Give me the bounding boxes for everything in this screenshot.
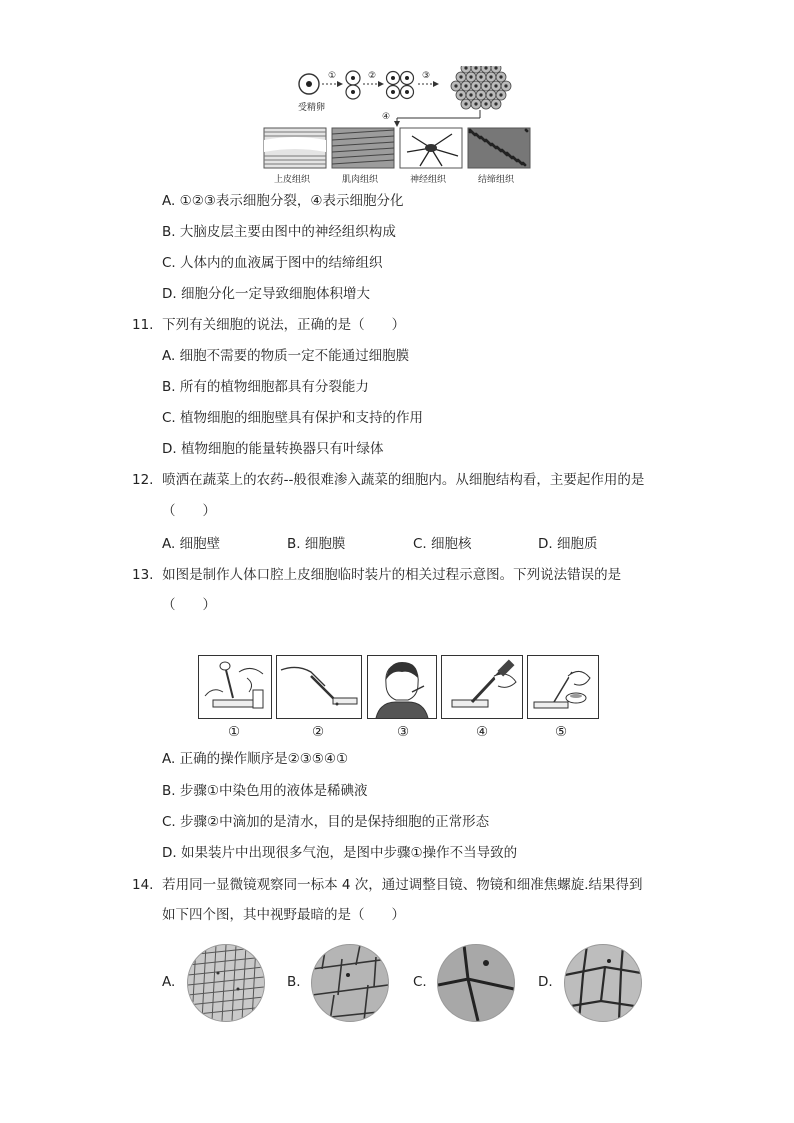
option-letter: A. — [162, 751, 176, 767]
q14-stem — [132, 876, 643, 894]
q11-option-b[interactable] — [162, 378, 369, 396]
q10-option-d[interactable] — [162, 285, 370, 303]
q14-option-a-letter[interactable]: A. — [162, 974, 176, 990]
option-text: 所有的植物细胞都具有分裂能力 — [179, 379, 369, 395]
option-text: 步骤①中染色用的液体是稀碘液 — [179, 783, 368, 799]
figure-label-4: ④ — [476, 724, 489, 740]
micrograph-a-cells — [188, 945, 264, 1021]
option-letter: C. — [162, 410, 176, 426]
question-number: 12. — [132, 472, 154, 488]
question-text: 如图是制作人体口腔上皮细胞临时装片的相关过程示意图。下列说法错误的是 — [162, 567, 622, 583]
cell-differentiation-diagram — [262, 66, 534, 188]
micrograph-d — [564, 944, 642, 1022]
step-2-label: ② — [368, 71, 377, 81]
q12-stem-cont: （ ） — [162, 503, 216, 519]
option-letter: D. — [162, 286, 177, 302]
option-text: 细胞核 — [431, 536, 472, 552]
option-text: 植物细胞的能量转换器只有叶绿体 — [180, 441, 384, 457]
option-letter: A. — [162, 536, 176, 552]
option-letter: D. — [162, 845, 177, 861]
q13-option-a[interactable] — [162, 750, 348, 768]
q12-option-c[interactable] — [413, 535, 472, 553]
q11-option-a[interactable] — [162, 347, 409, 365]
q14-option-d-letter[interactable]: D. — [538, 974, 553, 990]
option-text: 细胞膜 — [304, 536, 346, 552]
q11-option-c[interactable] — [162, 409, 423, 427]
option-text: 细胞分化一定导致细胞体积增大 — [180, 286, 370, 302]
q14-stem-cont: 如下四个图，其中视野最暗的是（ ） — [162, 907, 405, 923]
question-number: 14. — [132, 877, 154, 893]
option-letter: A. — [162, 193, 176, 209]
option-letter: B. — [162, 379, 176, 395]
option-letter: B. — [162, 224, 176, 240]
option-text: 步骤②中滴加的是清水，目的是保持细胞的正常形态 — [180, 814, 490, 830]
step-1-panel — [198, 655, 272, 719]
micrograph-c — [437, 944, 515, 1022]
step-2-panel — [276, 655, 362, 719]
option-letter: B. — [162, 783, 176, 799]
q13-option-d[interactable] — [162, 844, 517, 862]
q12-option-d[interactable] — [538, 535, 597, 553]
option-letter: A. — [162, 348, 176, 364]
step-4-illustration — [442, 656, 522, 718]
q13-stem-cont: （ ） — [162, 597, 216, 613]
option-text: 细胞不需要的物质一定不能通过细胞膜 — [179, 348, 410, 364]
cell-differentiation-figure — [262, 66, 534, 188]
tissue-label-muscle: 肌肉组织 — [342, 175, 379, 185]
q14-option-c-letter[interactable]: C. — [413, 974, 427, 990]
q10-option-b[interactable] — [162, 223, 396, 241]
question-text: 喷洒在蔬菜上的农药--般很难渗入蔬菜的细胞内。从细胞结构看，主要起作用的是 — [162, 472, 645, 488]
micrograph-b — [311, 944, 389, 1022]
step-1-illustration — [199, 656, 271, 718]
option-text: ①②③表示细胞分裂，④表示细胞分化 — [179, 193, 404, 209]
step-4-label: ④ — [382, 112, 391, 122]
option-text: 正确的操作顺序是②③⑤④① — [179, 751, 349, 767]
q10-option-a[interactable] — [162, 192, 404, 210]
tissue-label-epithelial: 上皮组织 — [274, 175, 311, 185]
step-1-label: ① — [328, 71, 337, 81]
zygote-label: 受精卵 — [298, 103, 326, 113]
figure-label-5: ⑤ — [555, 724, 568, 740]
q12-option-b[interactable] — [287, 535, 345, 553]
option-text: 细胞壁 — [179, 536, 221, 552]
option-letter: C. — [162, 814, 176, 830]
q11-option-d[interactable] — [162, 440, 383, 458]
micrograph-d-cells — [565, 945, 641, 1021]
option-letter: C. — [413, 536, 427, 552]
q12-option-a[interactable] — [162, 535, 220, 553]
q13-option-b[interactable] — [162, 782, 367, 800]
figure-label-2: ② — [312, 724, 325, 740]
q13-option-c[interactable] — [162, 813, 489, 831]
q14-option-b-letter[interactable]: B. — [287, 974, 301, 990]
micrograph-c-cells — [438, 945, 514, 1021]
option-letter: B. — [287, 536, 301, 552]
q13-stem — [132, 566, 621, 584]
figure-label-3: ③ — [397, 724, 410, 740]
question-text: 若用同一显微镜观察同一标本 4 次，通过调整目镜、物镜和细准焦螺旋.结果得到 — [162, 877, 643, 893]
step-3-label: ③ — [422, 71, 431, 81]
step-4-panel — [441, 655, 523, 719]
option-text: 细胞质 — [556, 536, 598, 552]
step-5-panel — [527, 655, 599, 719]
question-number: 11. — [132, 317, 154, 333]
option-letter: C. — [162, 255, 176, 271]
q10-option-c[interactable] — [162, 254, 383, 272]
micrograph-a — [187, 944, 265, 1022]
option-letter: D. — [162, 441, 177, 457]
option-text: 植物细胞的细胞壁具有保护和支持的作用 — [180, 410, 424, 426]
option-text: 如果装片中出现很多气泡，是图中步骤①操作不当导致的 — [180, 845, 518, 861]
option-text: 人体内的血液属于图中的结缔组织 — [180, 255, 383, 271]
option-text: 大脑皮层主要由图中的神经组织构成 — [179, 224, 396, 240]
step-3-illustration — [368, 656, 436, 718]
tissue-label-nerve: 神经组织 — [410, 175, 447, 185]
tissue-label-connective: 结缔组织 — [478, 175, 515, 185]
question-number: 13. — [132, 567, 154, 583]
figure-label-1: ① — [228, 724, 241, 740]
step-5-illustration — [528, 656, 598, 718]
step-2-illustration — [277, 656, 361, 718]
question-text: 下列有关细胞的说法，正确的是（ ） — [162, 317, 406, 333]
q11-stem — [132, 316, 405, 334]
step-3-panel — [367, 655, 437, 719]
option-letter: D. — [538, 536, 553, 552]
q12-stem — [132, 471, 644, 489]
micrograph-b-cells — [312, 945, 388, 1021]
